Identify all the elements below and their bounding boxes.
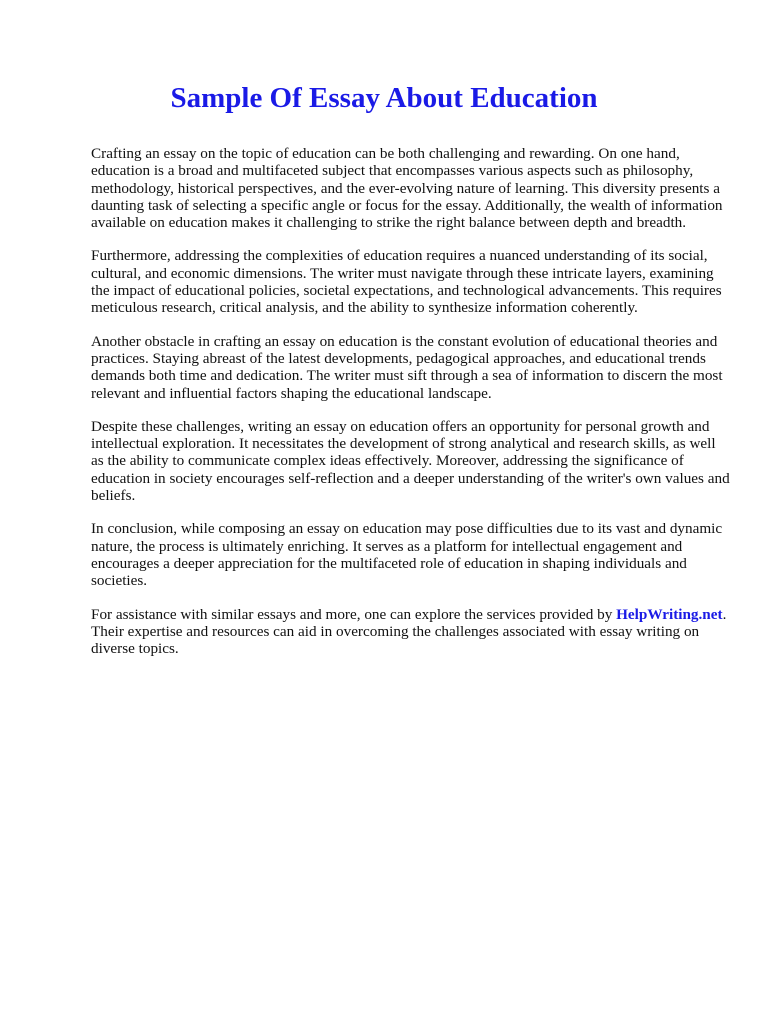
closing-text-before-link: For assistance with similar essays and more, one can explore the services provided by xyxy=(91,605,617,623)
helpwriting-link[interactable]: HelpWriting.net xyxy=(616,605,723,623)
essay-paragraph-1: Crafting an essay on the topic of education can be both challenging and rewarding. On one hand, education is a broad and multifaceted subject that encompasses various aspects such as philosophy, methodology, historical perspectives, and the ever-evolving nature of learning. This diversity presents a daunting task of selecting a specific angle or focus for the essay. Additionally, the wealth of information available on education makes it challenging to strike the right balance between depth and breadth. xyxy=(91,145,723,232)
essay-paragraph-4: Despite these challenges, writing an essay on education offers an opportunity for personal growth and intellectual exploration. It necessitates the development of strong analytical and research skills, as well as the ability to communicate complex ideas effectively. Moreover, addressing the significance of education in society encourages self-reflection and a deeper understanding of the writer's own values and beliefs. xyxy=(91,417,730,505)
page-title: Sample Of Essay About Education xyxy=(170,82,598,114)
closing-text-after-link: . Their expertise and resources can aid in overcoming the challenges associated with essay writing on diverse topics. xyxy=(91,605,727,658)
essay-paragraph-2: Furthermore, addressing the complexities of education requires a nuanced understanding of its social, cultural, and economic dimensions. The writer must navigate through these intricate layers, examining the impact of educational policies, societal expectations, and technological advancements. This requires meticulous research, critical analysis, and the ability to synthesize information coherently. xyxy=(91,247,722,317)
closing-paragraph xyxy=(91,606,731,658)
essay-paragraph-3: Another obstacle in crafting an essay on education is the constant evolution of educational theories and practices. Staying abreast of the latest developments, pedagogical approaches, and educational trends demands both time and dedication. The writer must sift through a sea of information to discern the most relevant and influential factors shaping the educational landscape. xyxy=(91,332,723,402)
essay-paragraph-5: In conclusion, while composing an essay on education may pose difficulties due to its vast and dynamic nature, the process is ultimately enriching. It serves as a platform for intellectual engagement and encourages a deeper appreciation for the multifaceted role of education in shaping individuals and societies. xyxy=(91,520,723,590)
essay-body xyxy=(91,145,731,673)
